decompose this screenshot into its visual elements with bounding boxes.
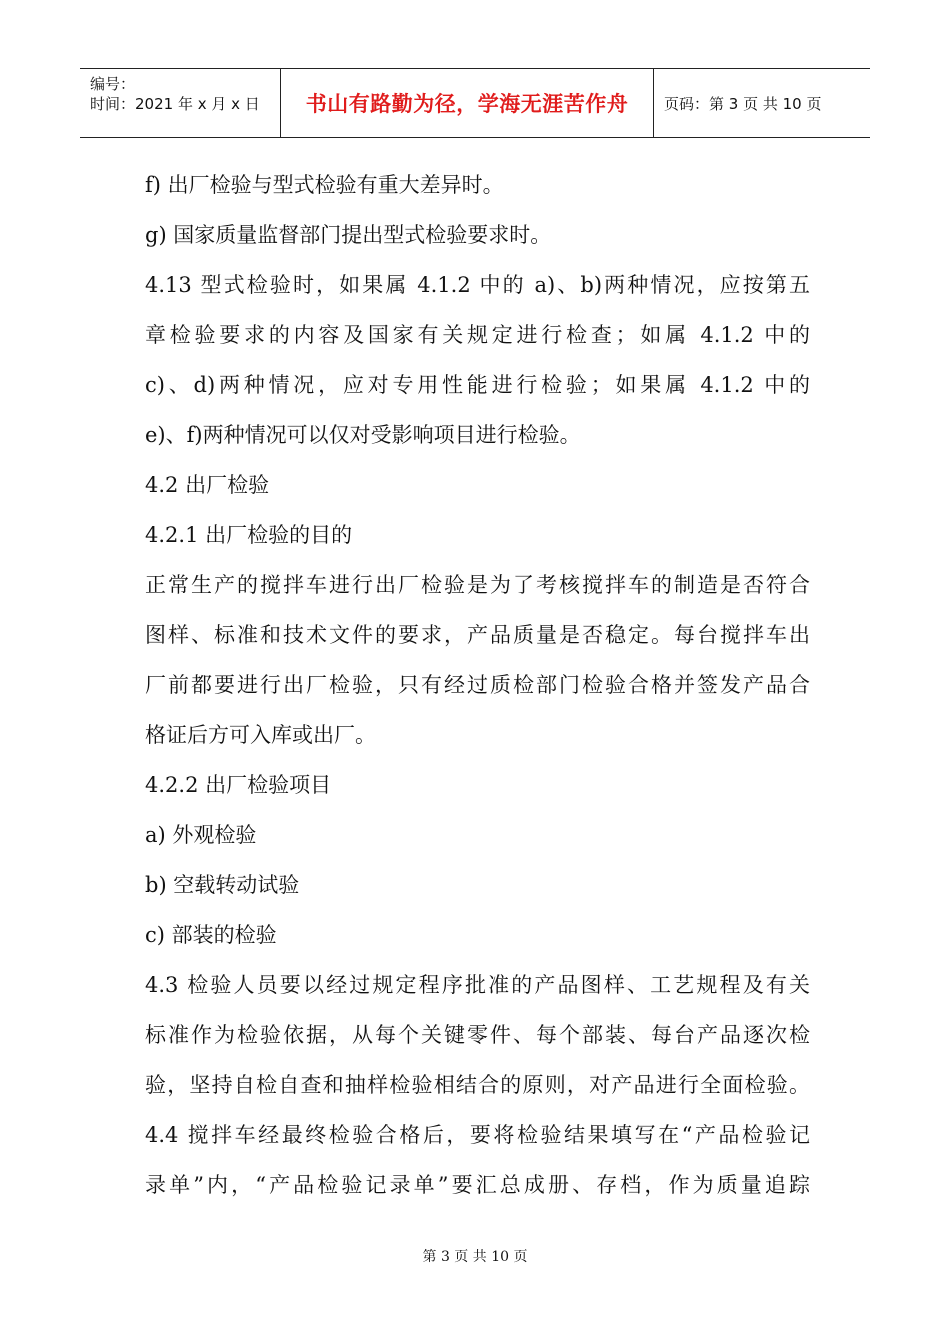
document-number-label: 编号： [90,75,136,93]
list-item: b) 空载转动试验 [145,873,300,897]
text-line: 验，坚持自检自查和抽样检验相结合的原则，对产品进行全面检验。 [145,1073,810,1097]
text-line: f) 出厂检验与型式检验有重大差异时。 [145,173,504,197]
section-heading: 4.2 出厂检验 [145,473,270,497]
document-header [80,68,870,138]
list-item: c) 部装的检验 [145,923,277,947]
text-line: 正常生产的搅拌车进行出厂检验是为了考核搅拌车的制造是否符合 [145,573,810,597]
text-line: 录单”内，“产品检验记录单”要汇总成册、存档，作为质量追踪 [145,1173,810,1197]
text-line: c)、d)两种情况，应对专用性能进行检验；如果属 4.1.2 中的 [145,373,810,397]
text-line: e)、f)两种情况可以仅对受影响项目进行检验。 [145,423,581,447]
document-body [145,160,810,1210]
section-heading: 4.2.2 出厂检验项目 [145,773,332,797]
text-line: 4.13 型式检验时，如果属 4.1.2 中的 a)、b)两种情况，应按第五 [145,273,810,297]
list-item: a) 外观检验 [145,823,257,847]
page-footer: 第 3 页 共 10 页 [422,1249,528,1265]
text-line: 图样、标准和技术文件的要求，产品质量是否稳定。每台搅拌车出 [145,623,810,647]
header-motto: 书山有路勤为径，学海无涯苦作舟 [305,92,629,116]
header-motto-cell [281,69,654,137]
header-info-cell [80,69,281,137]
header-page-info: 页码：第 3 页 共 10 页 [664,94,822,113]
text-line: 章检验要求的内容及国家有关规定进行检查；如属 4.1.2 中的 [145,323,810,347]
text-line: 标准作为检验依据，从每个关键零件、每个部装、每台产品逐次检 [145,1023,810,1047]
text-line: 厂前都要进行出厂检验，只有经过质检部门检验合格并签发产品合 [145,673,810,697]
document-time: 时间：2021 年 x 月 x 日 [90,95,260,113]
header-page-cell [654,69,870,137]
text-line: 4.3 检验人员要以经过规定程序批准的产品图样、工艺规程及有关 [145,973,810,997]
section-heading: 4.2.1 出厂检验的目的 [145,523,353,547]
text-line: g) 国家质量监督部门提出型式检验要求时。 [145,223,552,247]
text-line: 格证后方可入库或出厂。 [145,723,376,747]
text-line: 4.4 搅拌车经最终检验合格后，要将检验结果填写在“产品检验记 [145,1123,810,1147]
